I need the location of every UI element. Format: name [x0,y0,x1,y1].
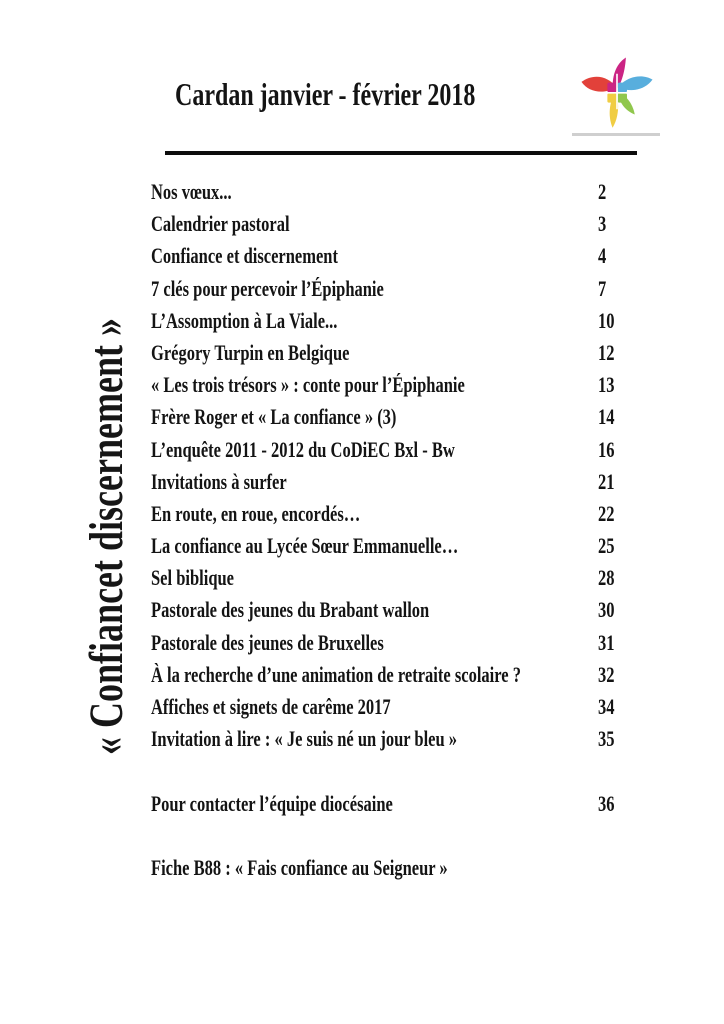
toc-entry-page: 14 [598,404,615,430]
toc-entry-label: Pastorale des jeunes du Brabant wallon [151,597,430,623]
toc-gap [151,820,661,852]
toc-entry-page: 12 [598,339,615,365]
toc-entry-label: Frère Roger et « La confiance » (3) [151,404,397,430]
toc-entry-page: 10 [598,307,615,333]
toc-entry-label: Invitations à surfer [151,468,287,494]
toc-entry [151,305,661,337]
toc-entry-label: La confiance au Lycée Sœur Emmanuelle… [151,533,459,559]
toc-entry [151,852,661,884]
header-divider [165,151,637,155]
toc-entry-page: 3 [598,211,607,237]
toc-entry-page: 4 [598,243,607,269]
toc-entry-label: En route, en roue, encordés… [151,500,361,526]
toc-entry [151,691,661,723]
toc-entry [151,627,661,659]
toc-entry [151,240,661,272]
toc-entry-label: L’enquête 2011 - 2012 du CoDiEC Bxl - Bw [151,436,455,462]
toc-entry-page: 16 [598,436,615,462]
toc-entry-label: Fiche B88 : « Fais confiance au Seigneur » [151,854,448,880]
toc-entry-label: Sel biblique [151,565,234,591]
toc-entry [151,369,661,401]
toc-entry-page: 30 [598,597,615,623]
toc-entry [151,401,661,433]
toc-entry-page: 32 [598,661,615,687]
diocesan-cross-logo-icon [578,56,656,130]
toc-entry [151,208,661,240]
toc-entry-page: 22 [598,500,615,526]
toc-entry-label: 7 clés pour percevoir l’Épiphanie [151,275,384,301]
toc-entry-page: 31 [598,629,615,655]
toc-entry-page: 21 [598,468,615,494]
toc-gap [151,755,661,787]
toc-entry-label: Confiance et discernement [151,243,338,269]
toc-entry [151,466,661,498]
toc-entry [151,434,661,466]
toc-entry-label: L’Assomption à La Viale... [151,307,338,333]
toc-entry-page: 35 [598,726,615,752]
toc-entry-label: Calendrier pastoral [151,211,290,237]
toc-entry-label: « Les trois trésors » : conte pour l’Épiphanie [151,372,465,398]
toc-entry [151,337,661,369]
table-of-contents [151,176,661,884]
toc-entry-page: 13 [598,372,615,398]
toc-entry-label: Nos vœux... [151,179,232,204]
toc-entry-page: 7 [598,275,607,301]
toc-entry-page: 25 [598,533,615,559]
toc-entry-label: Invitation à lire : « Je suis né un jour bleu » [151,726,458,752]
toc-entry [151,562,661,594]
toc-entry-page: 2 [598,179,607,204]
toc-entry [151,530,661,562]
toc-entry [151,176,661,208]
toc-entry [151,723,661,755]
toc-entry-label: À la recherche d’une animation de retraite scolaire ? [151,661,521,687]
toc-entry [151,273,661,305]
toc-entry-page: 36 [598,790,615,816]
toc-entry [151,788,661,820]
toc-entry-label: Pour contacter l’équipe diocésaine [151,790,393,816]
sidebar-vertical-title: « Confiancet discernement » [79,317,133,755]
toc-entry-page: 28 [598,565,615,591]
page-title: Cardan janvier - février 2018 [175,76,476,112]
toc-entry [151,659,661,691]
toc-entry [151,594,661,626]
toc-entry-label: Affiches et signets de carême 2017 [151,694,391,719]
toc-entry-page: 34 [598,694,615,719]
logo-underline [572,133,660,136]
toc-entry [151,498,661,530]
toc-entry-label: Grégory Turpin en Belgique [151,339,350,365]
toc-entry-label: Pastorale des jeunes de Bruxelles [151,629,384,655]
